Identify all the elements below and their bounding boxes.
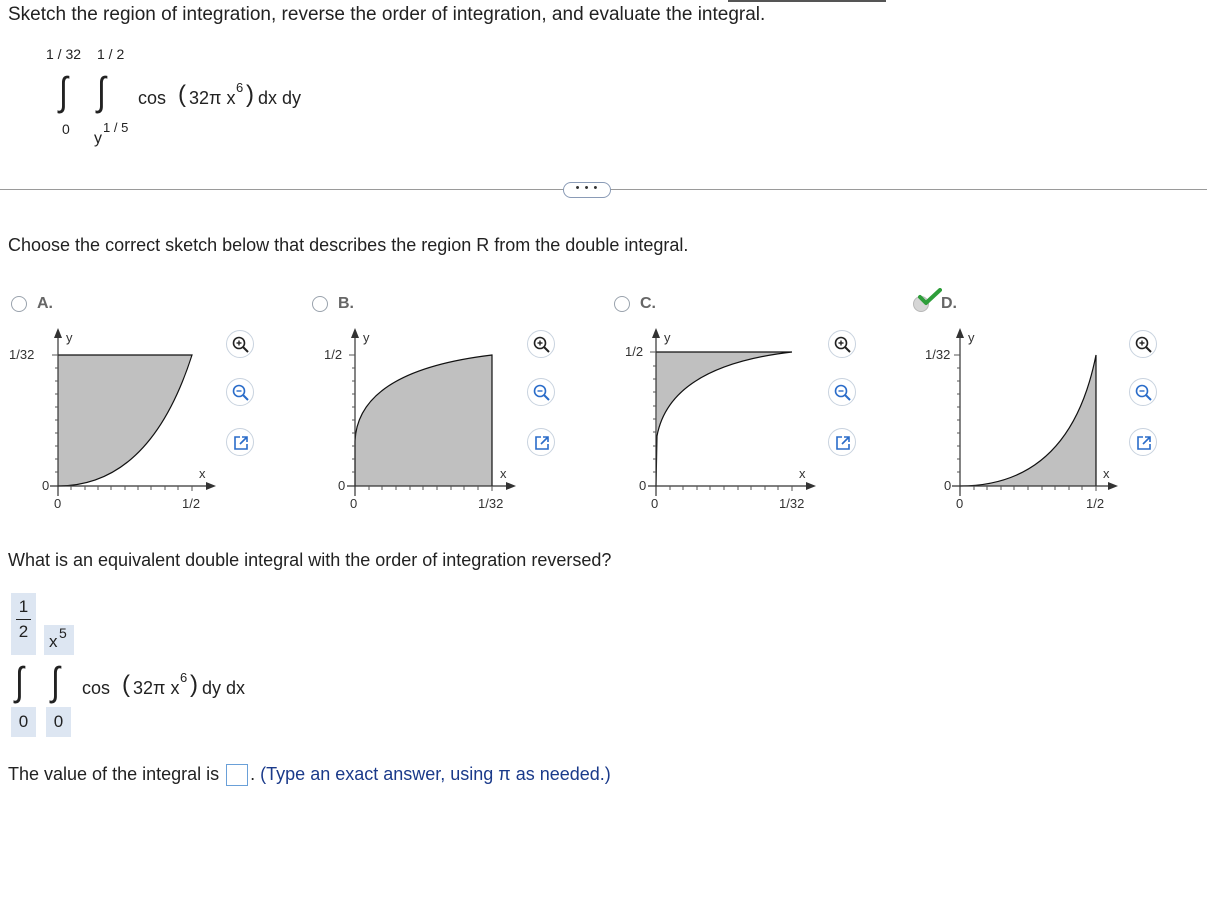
option-a-origin-x: 0 bbox=[54, 496, 62, 511]
close-paren: ) bbox=[246, 81, 254, 108]
option-b-origin-y: 0 bbox=[338, 478, 346, 493]
inner-lower-base: y bbox=[94, 130, 102, 147]
option-b-x-tick: 1/32 bbox=[478, 496, 504, 511]
option-c-radio[interactable] bbox=[614, 296, 630, 312]
option-a-y-axis-label: y bbox=[66, 330, 73, 345]
outer-upper-denominator: 2 bbox=[18, 622, 29, 641]
option-a-zoom-out-icon[interactable] bbox=[226, 378, 254, 406]
option-a-x-axis-label: x bbox=[199, 466, 206, 481]
option-a-y-tick: 1/32 bbox=[9, 347, 35, 362]
option-b-origin-x: 0 bbox=[350, 496, 358, 511]
differentials: dx dy bbox=[258, 88, 302, 108]
option-a-origin-y: 0 bbox=[42, 478, 50, 493]
inner-integral-sign: ∫ bbox=[51, 660, 60, 704]
reversed-open-paren: ( bbox=[122, 671, 130, 698]
outer-upper-answer-box[interactable] bbox=[11, 593, 36, 655]
option-c-y-axis-label: y bbox=[664, 330, 671, 345]
option-d-origin-x: 0 bbox=[956, 496, 964, 511]
option-d-zoom-out-icon[interactable] bbox=[1129, 378, 1157, 406]
reversed-integrand-function: cos bbox=[82, 678, 111, 698]
integral-value-input[interactable] bbox=[226, 764, 248, 786]
option-b-radio[interactable] bbox=[312, 296, 328, 312]
value-suffix: . bbox=[250, 764, 256, 784]
option-c-y-tick: 1/2 bbox=[625, 344, 644, 359]
option-d-x-axis-label: x bbox=[1103, 466, 1110, 481]
inner-integral-sign: ∫ bbox=[97, 70, 106, 114]
option-a-open-new-window-icon[interactable] bbox=[226, 428, 254, 456]
top-edge-bar bbox=[728, 0, 886, 2]
question-text: Sketch the region of integration, reverse the order of integration, and evaluate the integral. bbox=[8, 4, 766, 25]
option-a-zoom-in-icon[interactable] bbox=[226, 330, 254, 358]
option-d-letter: D. bbox=[941, 295, 957, 312]
reversed-integrand-exponent: 6 bbox=[180, 670, 188, 685]
value-line bbox=[8, 764, 611, 786]
reversed-differentials: dy dx bbox=[202, 678, 246, 698]
option-c-origin-x: 0 bbox=[651, 496, 659, 511]
option-a-letter: A. bbox=[37, 295, 53, 312]
inner-upper-exponent: 5 bbox=[59, 625, 67, 641]
option-d-x-tick: 1/2 bbox=[1086, 496, 1105, 511]
fraction-bar bbox=[16, 619, 31, 620]
integrand-exponent: 6 bbox=[236, 80, 244, 95]
prompt-reverse-order: What is an equivalent double integral with the order of integration reversed? bbox=[8, 550, 612, 570]
outer-lower-answer-box[interactable]: 0 bbox=[11, 707, 36, 737]
option-c-origin-y: 0 bbox=[639, 478, 647, 493]
option-b-letter: B. bbox=[338, 295, 354, 312]
option-d-origin-y: 0 bbox=[944, 478, 952, 493]
option-b-y-axis-label: y bbox=[363, 330, 370, 345]
more-button[interactable]: • • • bbox=[563, 182, 611, 198]
option-d-open-new-window-icon[interactable] bbox=[1129, 428, 1157, 456]
option-c-zoom-out-icon[interactable] bbox=[828, 378, 856, 406]
checkmark-icon bbox=[918, 288, 942, 306]
option-d-y-tick: 1/32 bbox=[925, 347, 951, 362]
inner-lower-answer-box[interactable]: 0 bbox=[46, 707, 71, 737]
open-paren: ( bbox=[178, 81, 186, 108]
option-a-radio[interactable] bbox=[11, 296, 27, 312]
option-b-y-tick: 1/2 bbox=[324, 347, 343, 362]
option-b-zoom-in-icon[interactable] bbox=[527, 330, 555, 358]
option-d-y-axis-label: y bbox=[968, 330, 975, 345]
option-c-x-axis-label: x bbox=[799, 466, 806, 481]
prompt-choose-sketch: Choose the correct sketch below that describes the region R from the double integral. bbox=[8, 235, 689, 255]
option-b-x-axis-label: x bbox=[500, 466, 507, 481]
inner-upper-base: x bbox=[49, 632, 58, 651]
option-c-zoom-in-icon[interactable] bbox=[828, 330, 856, 358]
reversed-integrand-argument: 32π x bbox=[133, 678, 180, 698]
answer-hint: (Type an exact answer, using π as needed.) bbox=[260, 764, 611, 784]
outer-upper-limit: 1 / 32 bbox=[46, 46, 82, 62]
option-c-x-tick: 1/32 bbox=[779, 496, 805, 511]
option-c-open-new-window-icon[interactable] bbox=[828, 428, 856, 456]
inner-upper-limit: 1 / 2 bbox=[97, 46, 125, 62]
option-a-graph bbox=[0, 326, 230, 516]
integrand-argument: 32π x bbox=[189, 88, 236, 108]
option-d-zoom-in-icon[interactable] bbox=[1129, 330, 1157, 358]
reversed-close-paren: ) bbox=[190, 671, 198, 698]
inner-lower-exponent: 1 / 5 bbox=[103, 120, 129, 135]
option-c-letter: C. bbox=[640, 295, 656, 312]
integrand-function: cos bbox=[138, 88, 167, 108]
value-prefix: The value of the integral is bbox=[8, 764, 220, 784]
option-a-x-tick: 1/2 bbox=[182, 496, 201, 511]
option-b-open-new-window-icon[interactable] bbox=[527, 428, 555, 456]
option-b-zoom-out-icon[interactable] bbox=[527, 378, 555, 406]
outer-integral-sign: ∫ bbox=[15, 660, 24, 704]
inner-upper-answer-box[interactable] bbox=[44, 625, 74, 655]
outer-upper-numerator: 1 bbox=[18, 597, 29, 616]
outer-integral-sign: ∫ bbox=[59, 70, 68, 114]
outer-lower-limit: 0 bbox=[62, 121, 70, 137]
